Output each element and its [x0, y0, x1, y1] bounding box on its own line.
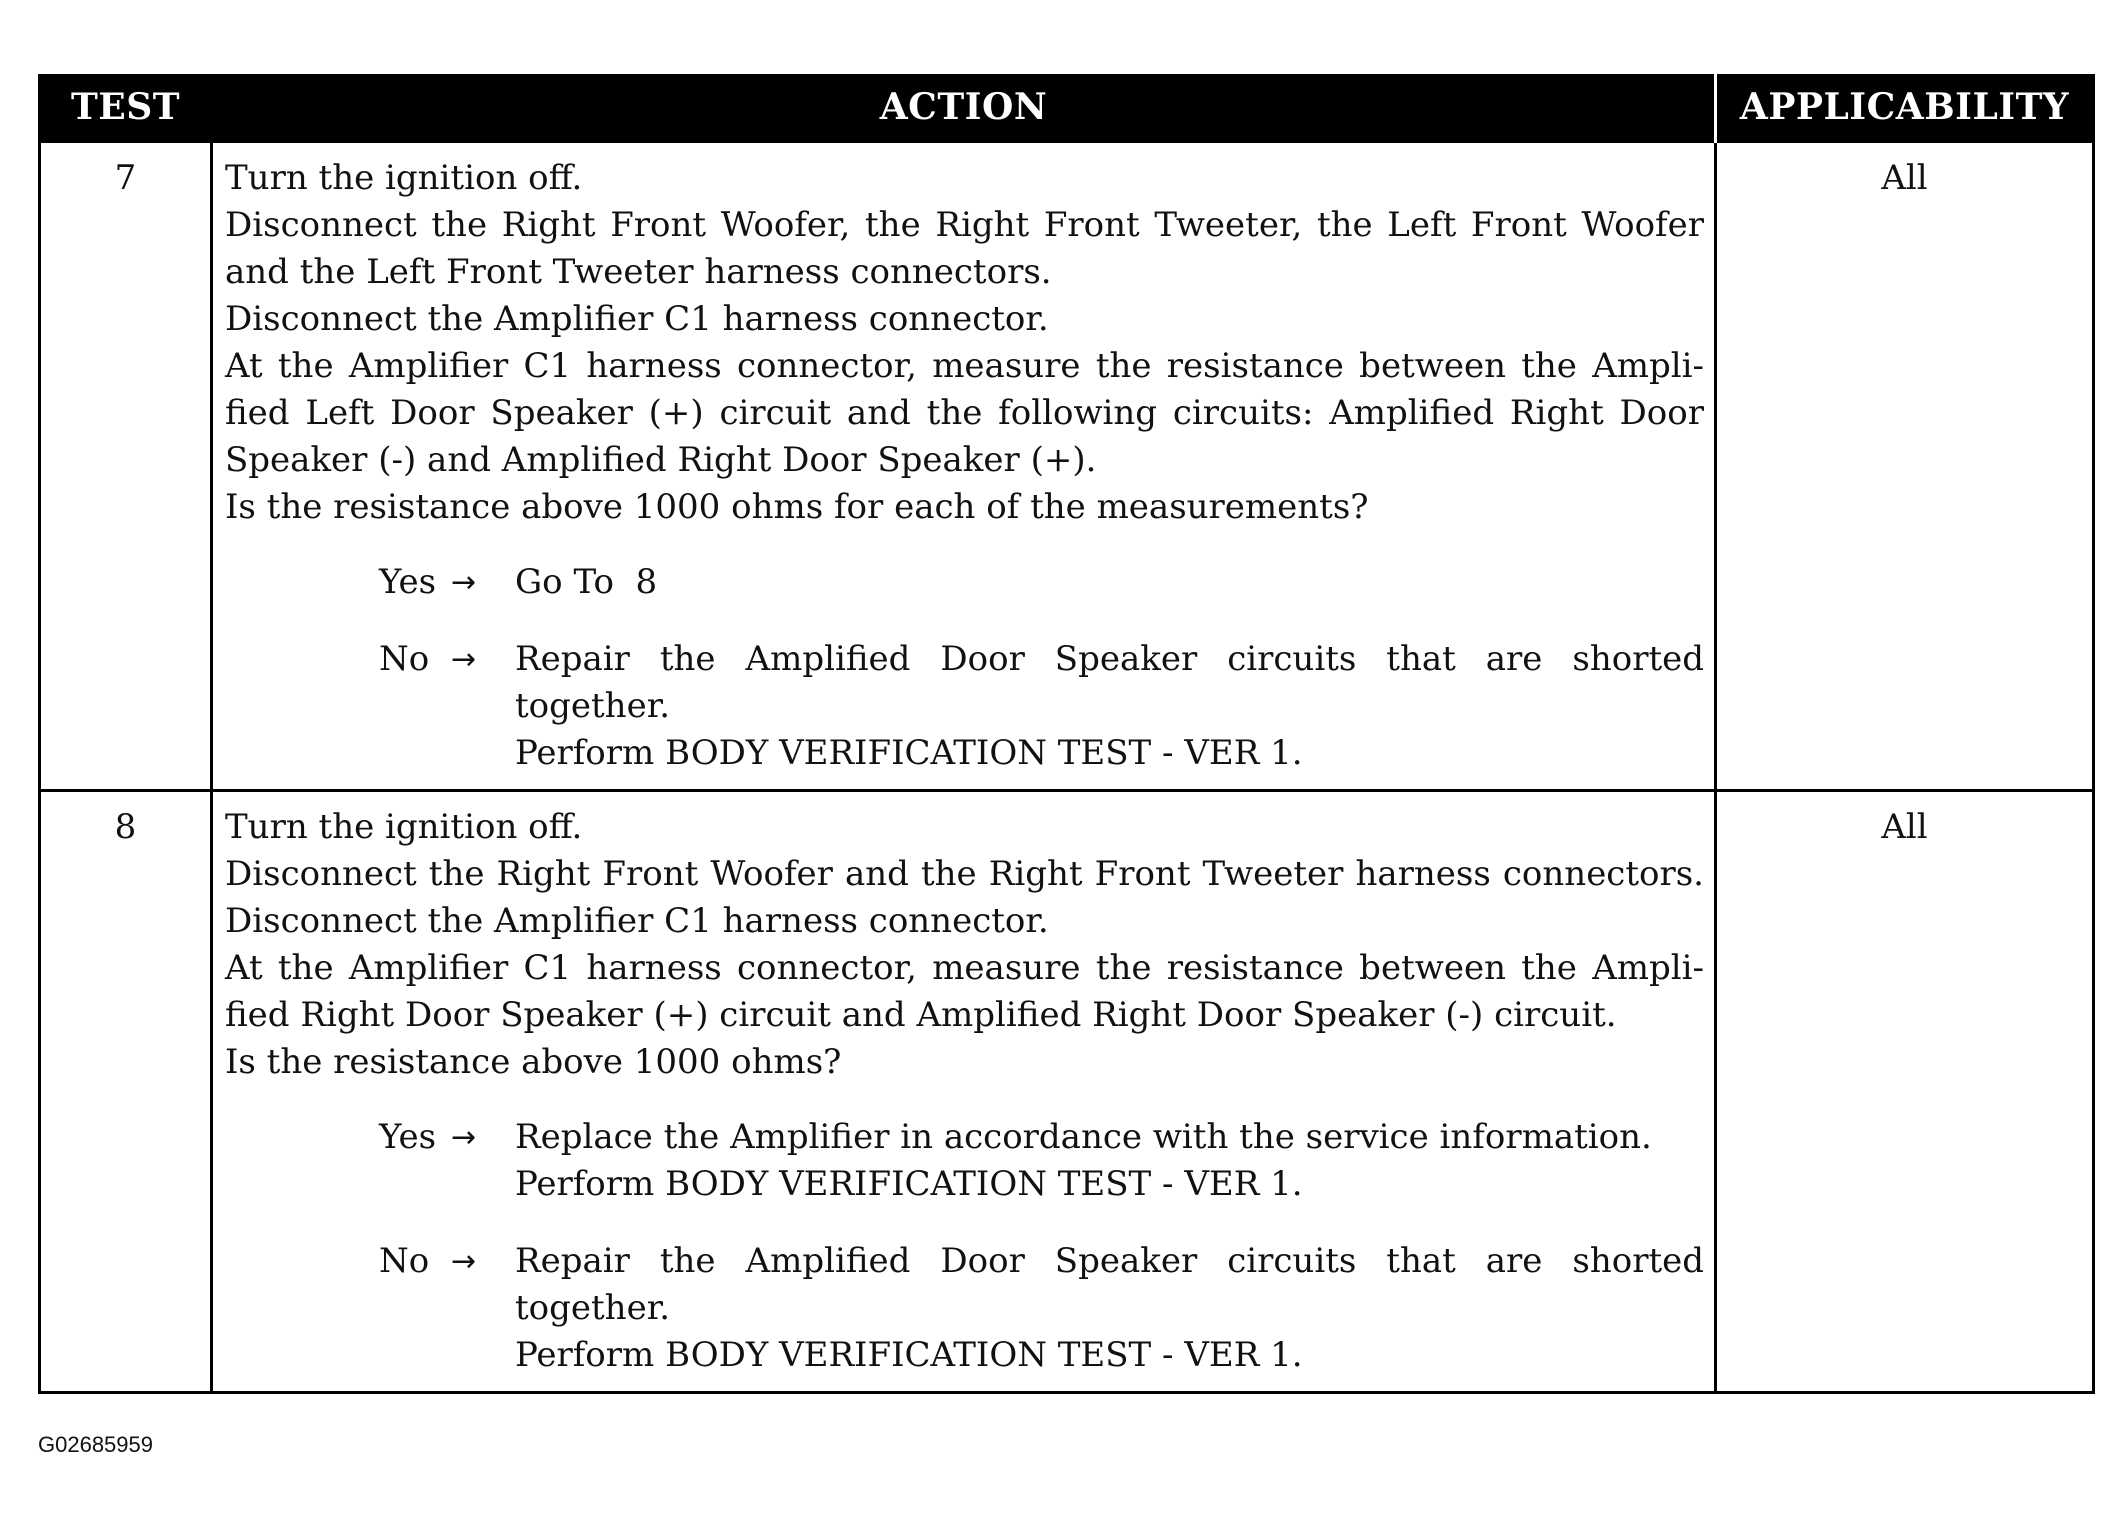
result-line: Perform BODY VERIFICATION TEST - VER 1. [515, 733, 1303, 773]
choice-list [225, 559, 1704, 777]
choice-yes [379, 559, 1704, 606]
choice-no [379, 636, 1704, 777]
action-step: and the Left Front Tweeter harness connectors. [225, 252, 1052, 292]
result-line: together. [515, 686, 671, 726]
result-line: Repair the Amplified Door Speaker circuits that are shorted [515, 1241, 1704, 1281]
result-line: Perform BODY VERIFICATION TEST - VER 1. [515, 1164, 1303, 1204]
test-number: 7 [40, 142, 212, 791]
test-number: 8 [40, 791, 212, 1393]
table-header-row [40, 74, 2094, 142]
choice-result [515, 559, 1704, 606]
applicability-value: All [1716, 142, 2094, 791]
action-step: Speaker (-) and Amplified Right Door Speaker (+). [225, 440, 1097, 480]
action-step: Turn the ignition off. [225, 158, 583, 198]
header-action: ACTION [212, 74, 1716, 142]
action-step: Turn the ignition off. [225, 807, 583, 847]
result-line: Repair the Amplified Door Speaker circuits that are shorted [515, 639, 1704, 679]
table-row [40, 791, 2094, 1393]
choice-result [515, 1114, 1704, 1208]
arrow-right-icon: → [451, 642, 477, 677]
action-step: Disconnect the Amplifier C1 harness connector. [225, 299, 1049, 339]
action-step: Is the resistance above 1000 ohms for each of the measurements? [225, 487, 1369, 527]
figure-id: G02685959 [38, 1432, 153, 1457]
action-step: Disconnect the Amplifier C1 harness connector. [225, 901, 1049, 941]
choice-no [379, 1238, 1704, 1379]
arrow-right-icon: → [451, 1244, 477, 1279]
answer-label: Yes [379, 562, 437, 602]
result-line: together. [515, 1288, 671, 1328]
choice-list [225, 1114, 1704, 1379]
result-line: Perform BODY VERIFICATION TEST - VER 1. [515, 1335, 1303, 1375]
action-step: Disconnect the Right Front Woofer and the Right Front Tweeter harness connectors. [225, 854, 1704, 894]
action-step: Disconnect the Right Front Woofer, the Right Front Tweeter, the Left Front Woofer [225, 205, 1704, 245]
result-line: Replace the Amplifier in accordance with the service information. [515, 1117, 1652, 1157]
action-cell [212, 791, 1716, 1393]
diagnostic-table [38, 74, 2095, 1394]
choice-result [515, 1238, 1704, 1379]
answer-label: No [379, 1241, 430, 1281]
answer-label: Yes [379, 1117, 437, 1157]
action-cell [212, 142, 1716, 791]
answer-label: No [379, 639, 430, 679]
action-step: fied Left Door Speaker (+) circuit and the following circuits: Amplified Right Door [225, 393, 1704, 433]
arrow-right-icon: → [451, 565, 477, 600]
header-test: TEST [40, 74, 212, 142]
action-step: At the Amplifier C1 harness connector, measure the resistance between the Ampli- [225, 346, 1704, 386]
table-row [40, 142, 2094, 791]
action-step: fied Right Door Speaker (+) circuit and Amplified Right Door Speaker (-) circuit. [225, 995, 1617, 1035]
arrow-right-icon: → [451, 1120, 477, 1155]
diagnostic-test-sheet [38, 74, 2092, 1394]
choice-result [515, 636, 1704, 777]
choice-yes [379, 1114, 1704, 1208]
result-line: Go To 8 [515, 562, 658, 602]
applicability-value: All [1716, 791, 2094, 1393]
header-applicability: APPLICABILITY [1716, 74, 2094, 142]
action-step: Is the resistance above 1000 ohms? [225, 1042, 842, 1082]
action-step: At the Amplifier C1 harness connector, measure the resistance between the Ampli- [225, 948, 1704, 988]
